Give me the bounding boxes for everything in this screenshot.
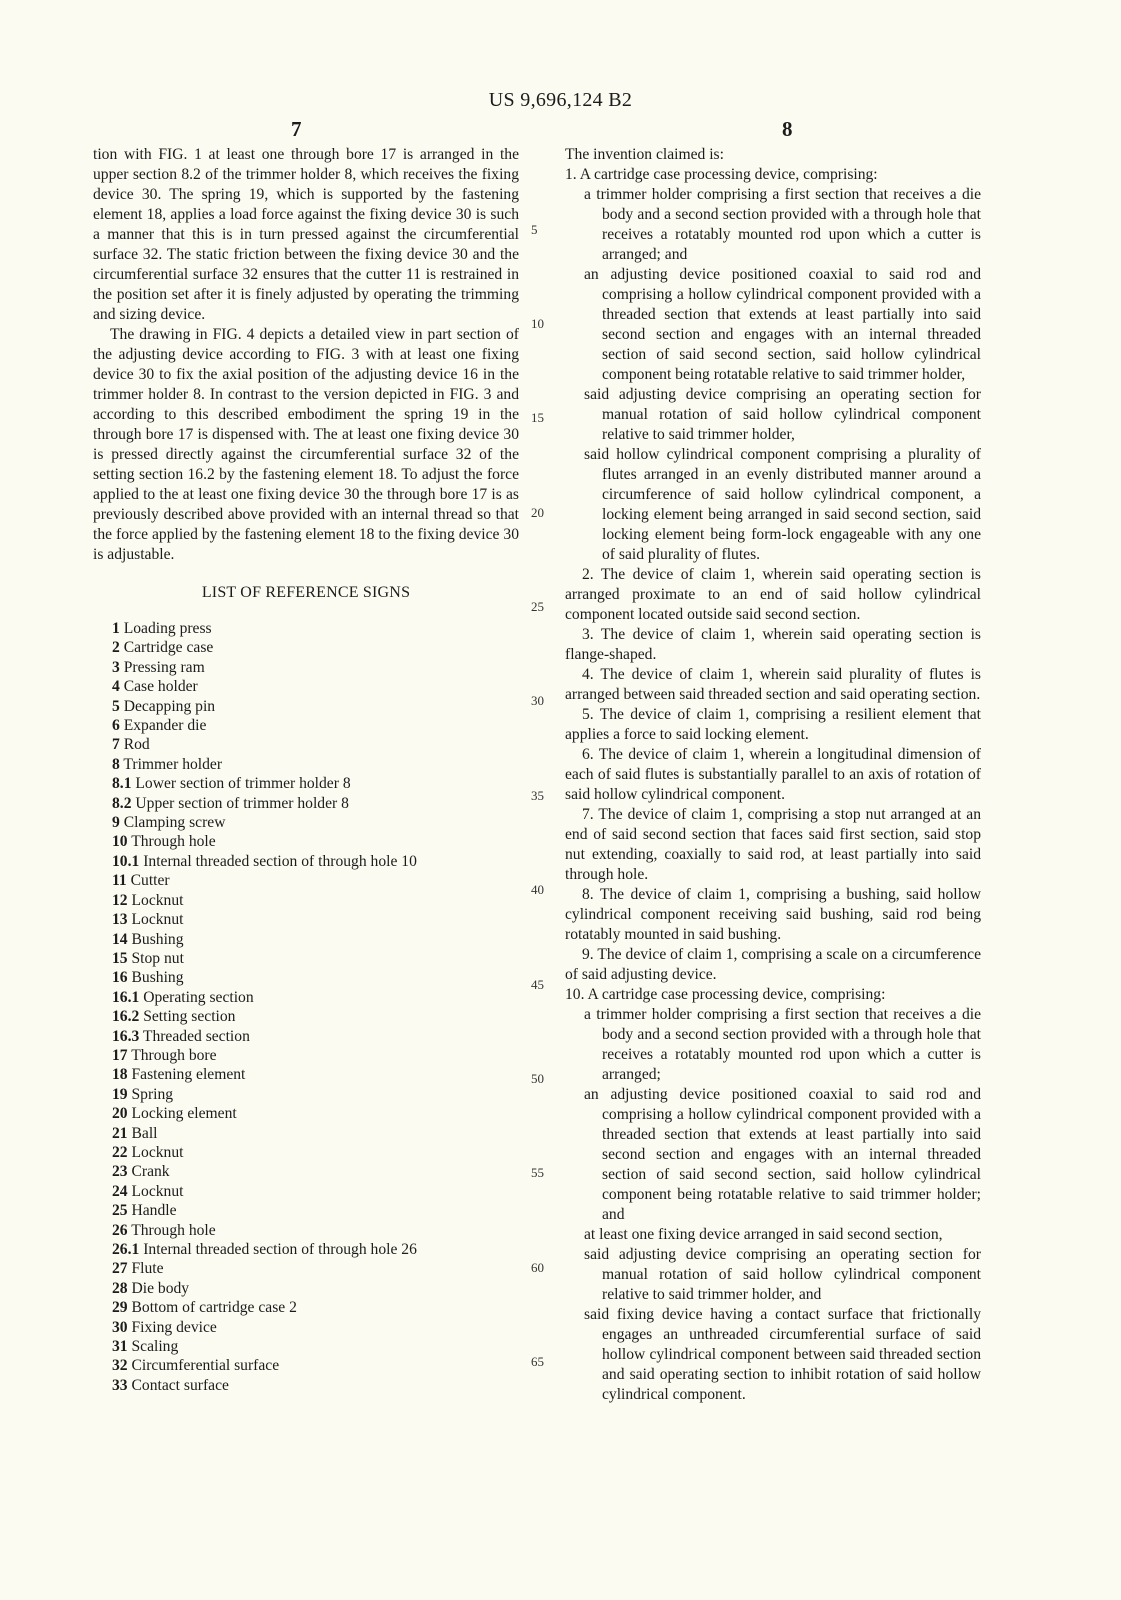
claim-element: a trimmer holder comprising a first section that receives a die body and a second section provided with a through hole that receives a rotatably mounted rod upon which a cutter is arranged; and — [584, 186, 981, 263]
reference-signs-heading: LIST OF REFERENCE SIGNS — [201, 584, 411, 601]
ref-item: 31 Scaling — [112, 1338, 179, 1356]
ref-item: 22 Locknut — [112, 1143, 184, 1161]
line-number: 55 — [531, 1165, 544, 1180]
claim-10-head: 10. A cartridge case processing device, comprising: — [565, 986, 886, 1003]
dependent-claim: 2. The device of claim 1, wherein said operating section is arranged proximate to an end of said hollow cylindrical component located outside said second section. — [565, 566, 981, 623]
claim-element: said hollow cylindrical component comprising a plurality of flutes arranged in an evenly distributed manner around a circumference of said hollow cylindrical component, a locking element being arranged in said second section, said locking element being form-lock engageable with any one of said plurality of flutes. — [584, 446, 981, 563]
line-number: 15 — [531, 410, 544, 425]
description-paragraph-2: The drawing in FIG. 4 depicts a detailed view in part section of the adjusting device according to FIG. 3 with at least one fixing device 30 to fix the axial position of the adjusting device 16 in the trimmer holder 8. In contrast to the version depicted in FIG. 3 and according to this described embodiment the spring 19 in the through bore 17 is dispensed with. The at least one fixing device 30 is pressed directly against the circumferential surface 32 of the setting section 16.2 by the fastening element 18. To adjust the force applied to the at least one fixing device 30 the through bore 17 is as previously described above provided with an internal thread so that the force applied by the fastening element 18 to the fixing device 30 is adjustable. — [93, 326, 519, 563]
description-paragraph-1: tion with FIG. 1 at least one through bore 17 is arranged in the upper section 8.2 of the trimmer holder 8, which receives the fixing device 30. The spring 19, which is supported by the fastening element 18, applies a load force against the fixing device 30 is such a manner that this is in turn pressed against the circumferential surface 32. The static friction between the fixing device 30 and the circumferential surface 32 ensures that the cutter 11 is restrained in the position set after it is finely adjusted by operating the trimming and sizing device. — [93, 146, 519, 323]
claims-intro: The invention claimed is: — [565, 146, 724, 163]
patent-number: US 9,696,124 B2 — [488, 89, 633, 111]
line-number: 35 — [531, 788, 544, 803]
ref-item: 7 Rod — [112, 736, 150, 754]
ref-item: 21 Ball — [112, 1124, 158, 1142]
claim-element: said fixing device having a contact surface that frictionally engages an unthreaded circumferential surface of said hollow cylindrical component between said threaded section and said operating section to inhibit rotation of said hollow cylindrical component. — [584, 1306, 981, 1403]
ref-item: 25 Handle — [112, 1202, 177, 1220]
ref-item: 14 Bushing — [112, 930, 184, 948]
dependent-claim: 9. The device of claim 1, comprising a scale on a circumference of said adjusting device. — [565, 946, 981, 983]
page-number-right: 8 — [782, 117, 793, 141]
ref-item: 15 Stop nut — [112, 949, 184, 967]
reference-signs-list — [93, 619, 519, 1395]
ref-item: 24 Locknut — [112, 1182, 184, 1200]
ref-item: 12 Locknut — [112, 891, 184, 909]
dependent-claim: 7. The device of claim 1, comprising a stop nut arranged at an end of said second section that faces said first section, said stop nut extending, coaxially to said rod, at least partially into said through hole. — [565, 806, 981, 883]
line-number: 5 — [531, 222, 538, 237]
line-number: 10 — [531, 316, 544, 331]
claim-element: an adjusting device positioned coaxial to said rod and comprising a hollow cylindrical component provided with a threaded section that extends at least partially into said second section and engages with an internal threaded section of said second section, said hollow cylindrical component being rotatable relative to said trimmer holder; and — [584, 1086, 981, 1223]
ref-item: 17 Through bore — [112, 1046, 217, 1064]
ref-item: 26.1 Internal threaded section of through hole 26 — [112, 1241, 417, 1258]
ref-item: 18 Fastening element — [112, 1066, 246, 1084]
dependent-claim: 5. The device of claim 1, comprising a resilient element that applies a force to said locking element. — [565, 706, 981, 743]
ref-item: 8 Trimmer holder — [112, 755, 223, 773]
ref-item: 26 Through hole — [112, 1221, 216, 1239]
dependent-claim: 4. The device of claim 1, wherein said plurality of flutes is arranged between said threaded section and said operating section. — [565, 666, 981, 703]
ref-item: 29 Bottom of cartridge case 2 — [112, 1299, 297, 1317]
ref-item: 16.3 Threaded section — [112, 1027, 250, 1045]
line-number: 65 — [531, 1354, 544, 1369]
ref-item: 9 Clamping screw — [112, 814, 226, 832]
ref-item: 16.2 Setting section — [112, 1008, 236, 1026]
ref-item: 23 Crank — [112, 1163, 170, 1181]
right-column — [565, 145, 981, 1405]
claim-1-head: 1. A cartridge case processing device, comprising: — [565, 166, 878, 183]
ref-item: 30 Fixing device — [112, 1318, 217, 1336]
ref-item: 10 Through hole — [112, 833, 216, 851]
ref-item: 6 Expander die — [112, 717, 207, 735]
ref-item: 8.2 Upper section of trimmer holder 8 — [112, 794, 349, 812]
line-number: 50 — [531, 1071, 544, 1086]
ref-item: 8.1 Lower section of trimmer holder 8 — [112, 775, 351, 793]
line-number: 20 — [531, 505, 544, 520]
claim-element: said adjusting device comprising an operating section for manual rotation of said hollow cylindrical component relative to said trimmer holder, — [584, 386, 981, 443]
ref-item: 20 Locking element — [112, 1105, 237, 1123]
ref-item: 4 Case holder — [112, 678, 198, 696]
ref-item: 33 Contact surface — [112, 1376, 229, 1394]
line-number: 45 — [531, 977, 544, 992]
line-number: 30 — [531, 693, 544, 708]
page-number-left: 7 — [291, 117, 302, 141]
ref-item: 28 Die body — [112, 1279, 190, 1297]
ref-item: 10.1 Internal threaded section of through hole 10 — [112, 852, 417, 870]
ref-item: 3 Pressing ram — [112, 658, 205, 676]
claim-element: at least one fixing device arranged in said second section, — [584, 1226, 943, 1243]
line-number: 60 — [531, 1260, 544, 1275]
ref-item: 11 Cutter — [112, 872, 170, 890]
claim-element: an adjusting device positioned coaxial to said rod and comprising a hollow cylindrical component provided with a threaded section that extends at least partially into said second section and engages with an internal threaded section of said second section, said hollow cylindrical component being rotatable relative to said trimmer holder, — [584, 266, 981, 383]
claim-element: a trimmer holder comprising a first section that receives a die body and a second section provided with a through hole that receives a rotatably mounted rod upon which a cutter is arranged; — [584, 1006, 981, 1083]
left-column — [93, 145, 519, 1395]
ref-item: 13 Locknut — [112, 911, 184, 929]
ref-item: 19 Spring — [112, 1085, 174, 1103]
dependent-claim: 6. The device of claim 1, wherein a longitudinal dimension of each of said flutes is substantially parallel to an axis of rotation of said hollow cylindrical component. — [565, 746, 981, 803]
ref-item: 16.1 Operating section — [112, 988, 254, 1006]
ref-item: 16 Bushing — [112, 969, 184, 987]
ref-item: 2 Cartridge case — [112, 639, 214, 657]
ref-item: 1 Loading press — [112, 620, 212, 637]
line-number: 25 — [531, 599, 544, 614]
ref-item: 27 Flute — [112, 1260, 164, 1278]
dependent-claim: 8. The device of claim 1, comprising a bushing, said hollow cylindrical component receiving said bushing, said rod being rotatably mounted in said bushing. — [565, 886, 981, 943]
line-number: 40 — [531, 882, 544, 897]
ref-item: 5 Decapping pin — [112, 697, 216, 715]
ref-item: 32 Circumferential surface — [112, 1357, 280, 1375]
claim-element: said adjusting device comprising an operating section for manual rotation of said hollow cylindrical component relative to said trimmer holder, and — [584, 1246, 981, 1303]
dependent-claim: 3. The device of claim 1, wherein said operating section is flange-shaped. — [565, 626, 981, 663]
